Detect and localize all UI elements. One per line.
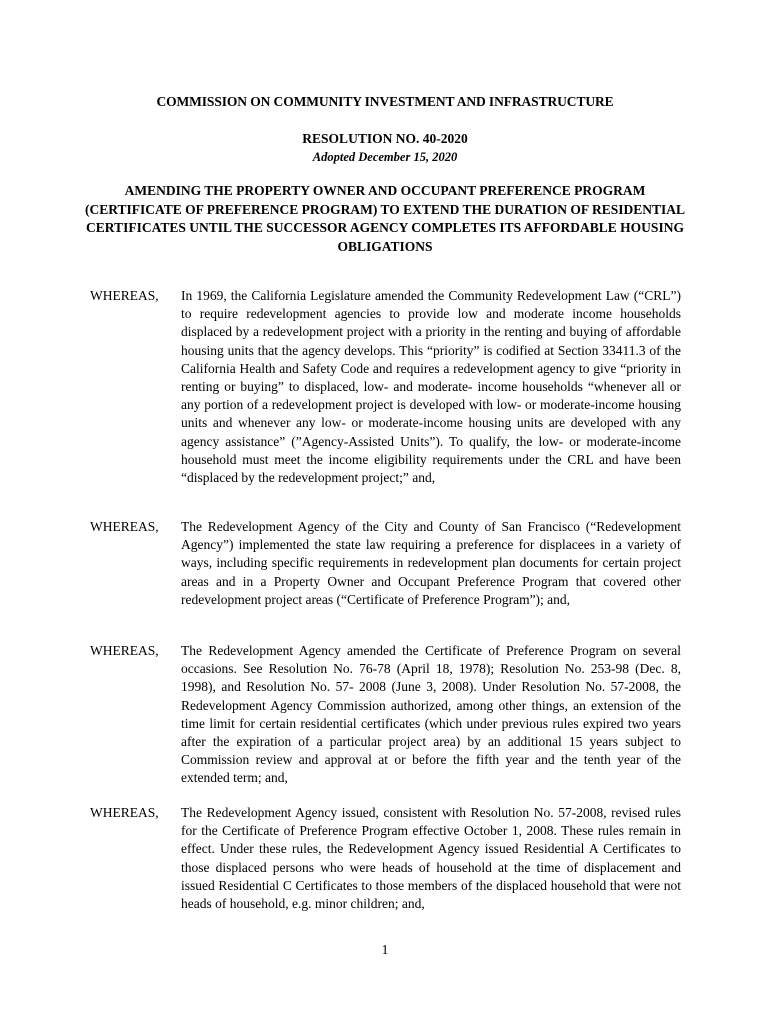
clause-lead: WHEREAS, xyxy=(90,643,159,658)
clause-text: The Redevelopment Agency amended the Certificate of Preference Program on several occasions. See Resolution No. 76-78 (April 18, 1978); Resolution No. 253-98 (Dec. 8, 1998), and Resolution No. 57- 2008 (June 3, 2008). Under Resolution No. 57-2008, the Redevelopment Agency Commission authorized, among other things, an extension of the time limit for certain residential certificates (which under previous rules expired two years after the expiration of a particular project area) by an additional 15 years subject to Commission review and approval at or before the fifth year and the tenth year of the extended term; and, xyxy=(181,643,681,786)
whereas-clause-3 xyxy=(90,642,690,788)
whereas-clause-4 xyxy=(90,804,690,913)
clause-text: The Redevelopment Agency of the City and County of San Francisco (“Redevelopment Agency”) implemented the state law requiring a preference for displacees in a variety of ways, including specific requirements in redevelopment plan documents for certain project areas and in a Property Owner and Occupant Preference Program that covered other redevelopment project areas (“Certificate of Preference Program”); and, xyxy=(181,519,681,607)
clause-lead: WHEREAS, xyxy=(90,288,159,303)
clause-text: The Redevelopment Agency issued, consistent with Resolution No. 57-2008, revised rules for the Certificate of Preference Program effective October 1, 2008. These rules remain in effect. Under these rules, the Redevelopment Agency issued Residential A Certificates to those displaced persons who were heads of household at the time of displacement and issued Residential C Certificates to those members of the displaced household that were not heads of household, e.g. minor children; and, xyxy=(181,805,681,912)
clause-text: In 1969, the California Legislature amended the Community Redevelopment Law (“CRL”) to require redevelopment agencies to provide low and moderate income households displaced by a redevelopment project with a priority in the renting and buying of affordable housing units that the agency develops. This “priority” is codified at Section 33411.3 of the California Health and Safety Code and requires a redevelopment agency to give “priority in renting or buying” to displaced, low- and moderate- income households “whenever all or any portion of a redevelopment project is developed with low- or moderate-income housing units and whenever any low- or moderate-income housing units are developed with any agency assistance” (”Agency-Assisted Units”). To qualify, the low- or moderate-income household must meet the income eligibility requirements under the CRL and have been “displaced by the redevelopment project;” and, xyxy=(181,288,681,486)
adopted-date: Adopted December 15, 2020 xyxy=(312,150,458,164)
whereas-clause-2 xyxy=(90,518,690,609)
resolution-title: AMENDING THE PROPERTY OWNER AND OCCUPANT PREFERENCE PROGRAM (CERTIFICATE OF PREFERENCE PROGRAM) TO EXTEND THE DURATION OF RESIDENTIAL CERTIFICATES UNTIL THE SUCCESSOR AGENCY COMPLETES ITS AFFORDABLE HOUSING OBLIGATIONS xyxy=(85,183,685,254)
page-number: 1 xyxy=(381,942,389,957)
whereas-clause-1 xyxy=(90,287,690,487)
clause-lead: WHEREAS, xyxy=(90,805,159,820)
resolution-number: RESOLUTION NO. 40-2020 xyxy=(302,131,468,146)
clause-lead: WHEREAS, xyxy=(90,519,159,534)
organization-heading: COMMISSION ON COMMUNITY INVESTMENT AND INFRASTRUCTURE xyxy=(156,94,614,109)
